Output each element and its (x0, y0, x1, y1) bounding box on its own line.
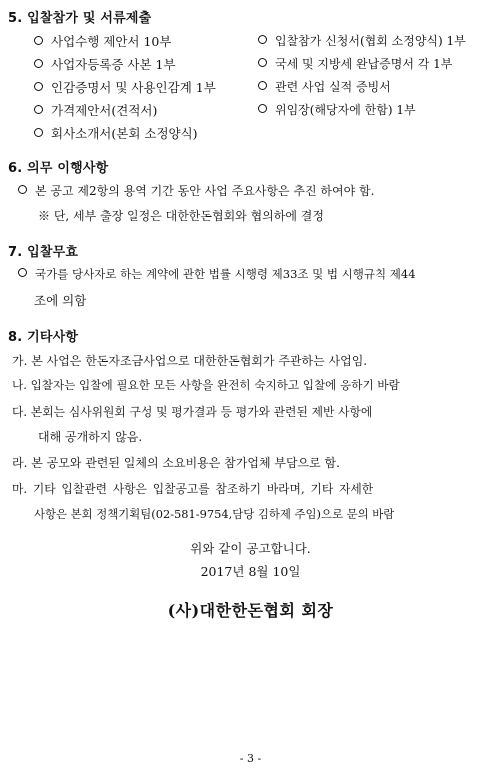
circle-bullet-icon (258, 35, 267, 44)
misc-item-ra: 라. 본 공모와 관련된 일체의 소요비용은 참가업체 부담으로 함. (12, 456, 340, 470)
circle-bullet-icon (34, 36, 43, 45)
obligation-line: 본 공고 제2항의 용역 기간 동안 사업 주요사항은 추진 하여야 함. (18, 182, 374, 199)
invalidation-line: 국가를 당사자로 하는 계약에 관한 법률 시행령 제33조 및 법 시행규칙 제44 (18, 266, 416, 282)
circle-bullet-icon (34, 82, 43, 91)
submission-item: 관련 사업 실적 증빙서 (258, 78, 391, 95)
issuer-signature: (사)대한한돈협회 회장 (167, 601, 334, 620)
submission-item: 인감증명서 및 사용인감계 1부 (34, 78, 216, 96)
closing-notice: 위와 같이 공고합니다. (190, 541, 311, 556)
misc-item-ma-continued: 사항은 본회 정책기획팀(02-581-9754,담당 김하제 주임)으로 문의 바람 (34, 507, 395, 521)
section-7-heading: 7. 입찰무효 (8, 245, 79, 260)
misc-item-na: 나. 입찰자는 입찰에 필요한 모든 사항을 완전히 숙지하고 입찰에 응하기 바람 (12, 378, 400, 392)
section-5-heading: 5. 입찰참가 및 서류제출 (8, 11, 152, 26)
circle-bullet-icon (258, 104, 267, 113)
circle-bullet-icon (34, 59, 43, 68)
submission-item: 사업수행 제안서 10부 (34, 32, 171, 50)
circle-bullet-icon (34, 105, 43, 114)
invalidation-line-continued: 조에 의함 (34, 293, 87, 308)
misc-item-ga: 가. 본 사업은 한돈자조금사업으로 대한한돈협회가 주관하는 사업임. (12, 354, 368, 368)
submission-item: 입찰참가 신청서(협회 소정양식) 1부 (258, 32, 466, 49)
circle-bullet-icon (258, 81, 267, 90)
circle-bullet-icon (34, 128, 43, 137)
submission-item: 가격제안서(견적서) (34, 101, 157, 119)
circle-bullet-icon (18, 185, 27, 194)
section-8-heading: 8. 기타사항 (8, 330, 79, 345)
section-6-heading: 6. 의무 이행사항 (8, 161, 109, 176)
notice-date: 2017년 8월 10일 (200, 564, 301, 579)
submission-item: 회사소개서(본회 소정양식) (34, 124, 198, 142)
obligation-note: ※ 단, 세부 출장 일정은 대한한돈협회와 협의하에 결정 (38, 209, 324, 223)
misc-item-ma: 마. 기타 입찰관련 사항은 입찰공고를 참조하기 바라며, 기타 자세한 (12, 482, 374, 496)
submission-item: 사업자등록증 사본 1부 (34, 55, 176, 73)
misc-item-da-continued: 대해 공개하지 않음. (38, 430, 143, 444)
circle-bullet-icon (18, 268, 27, 277)
submission-item: 국세 및 지방세 완납증명서 각 1부 (258, 55, 452, 72)
misc-item-da: 다. 본회는 심사위원회 구성 및 평가결과 등 평가와 관련된 제반 사항에 (12, 405, 373, 419)
submission-item: 위임장(해당자에 한함) 1부 (258, 101, 416, 118)
circle-bullet-icon (258, 58, 267, 67)
page-number: - 3 - (239, 752, 262, 765)
